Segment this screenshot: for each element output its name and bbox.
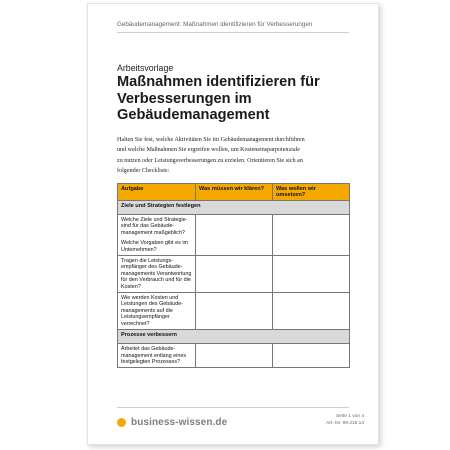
checklist-table <box>117 183 350 368</box>
table-row <box>118 344 350 368</box>
implement-cell[interactable] <box>273 256 350 293</box>
table-row <box>118 293 350 330</box>
question-text: Wie werden Kosten und Leistungen des Gebäude-managements auf die Leistungsempfänger verrechnet? <box>121 295 184 327</box>
clarify-cell[interactable] <box>196 256 273 293</box>
article-number: Art.-Nr. 99.216.14 <box>326 421 364 426</box>
column-header-task: Aufgabe <box>118 184 196 201</box>
task-cell <box>118 256 196 293</box>
implement-cell[interactable] <box>273 344 350 368</box>
document-title <box>117 74 357 124</box>
document-page <box>87 3 379 445</box>
logo-dot-icon <box>117 418 126 427</box>
header-divider <box>117 32 349 33</box>
task-cell <box>118 344 196 368</box>
question-text: Arbeitet das Gebäude-management entlang eines festgelegten Prozesses? <box>121 346 187 365</box>
brand-logo[interactable] <box>117 417 227 428</box>
question-text: Welche Vorgaben gibt es im Unternehmen? <box>121 240 189 253</box>
document-kicker: Arbeitsvorlage <box>117 63 174 73</box>
section-title: Prozesse verbessern <box>118 330 350 344</box>
column-header-implement: Was wollen wir umsetzen? <box>273 184 350 201</box>
implement-cell[interactable] <box>273 215 350 256</box>
page-meta <box>326 413 364 427</box>
intro-line: und welche Maßnahmen Sie ergreifen wollen, um Kosteneinsparpotenziale <box>117 147 300 154</box>
intro-paragraph <box>117 135 353 176</box>
clarify-cell[interactable] <box>196 215 273 256</box>
intro-line: zu nutzen oder Leistungsverbesserungen zu erzielen. Orientieren Sie sich an <box>117 157 303 164</box>
section-row <box>118 201 350 215</box>
task-cell <box>118 293 196 330</box>
section-row <box>118 330 350 344</box>
section-title: Ziele und Strategien festlegen <box>118 201 350 215</box>
table-header-row <box>118 184 350 201</box>
table-row <box>118 256 350 293</box>
table-row <box>118 215 350 256</box>
clarify-cell[interactable] <box>196 344 273 368</box>
task-cell <box>118 215 196 256</box>
clarify-cell[interactable] <box>196 293 273 330</box>
brand-name: business-wissen.de <box>131 417 228 428</box>
column-header-clarify: Was müssen wir klären? <box>196 184 273 201</box>
intro-line: Halten Sie fest, welche Aktivitäten Sie im Gebäudemanagement durchführen <box>117 137 305 143</box>
page-number: Seite 1 von 4 <box>335 414 364 419</box>
footer-divider <box>117 407 349 408</box>
running-header: Gebäudemanagement: Maßnahmen identifizieren für Verbesserungen <box>117 21 313 28</box>
intro-line: folgender Checkliste: <box>117 167 170 174</box>
implement-cell[interactable] <box>273 293 350 330</box>
title-line: Maßnahmen identifizieren für <box>117 74 320 90</box>
question-text: Tragen die Leistungs-empfänger des Gebäude-managements Verantwortung für den Verbrauch und für die Kosten? <box>121 258 192 290</box>
question-text: Welche Ziele und Strategie-sind für das Gebäude-management maßgeblich? <box>121 217 188 236</box>
title-line: Gebäudemanagement <box>117 107 270 123</box>
title-line: Verbesserungen im <box>117 90 252 107</box>
